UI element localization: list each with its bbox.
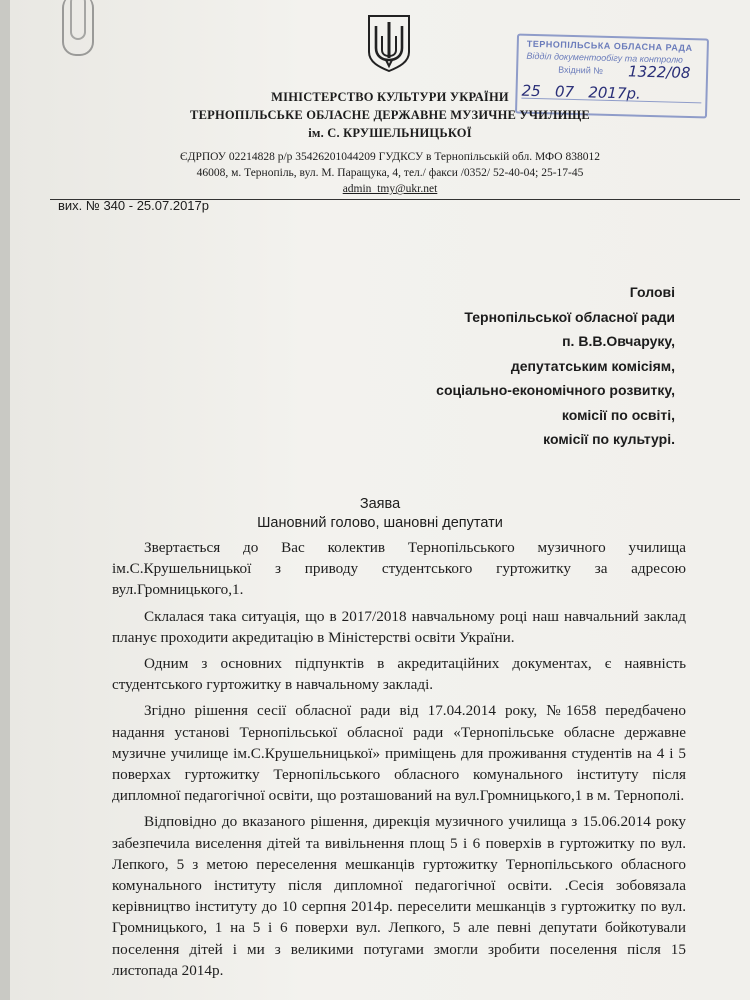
- school-name: ТЕРНОПІЛЬСЬКЕ ОБЛАСНЕ ДЕРЖАВНЕ МУЗИЧНЕ УЧИЛИЩЕ: [190, 108, 590, 122]
- addressee-line: Голові: [629, 284, 675, 300]
- requisites-line-2: 46008, м. Тернопіль, вул. М. Паращука, 4, тел./ факси /0352/ 52-40-04; 25-17-45: [196, 167, 584, 179]
- addressee-line: соціально-економічного розвитку,: [436, 382, 675, 398]
- email-line: [110, 183, 670, 195]
- letter-body: [112, 537, 686, 986]
- addressee-block: [436, 280, 675, 452]
- addressee-line: комісії по освіті,: [561, 406, 675, 423]
- addressee-line: депутатським комісіям,: [510, 357, 675, 374]
- stamp-number: 1322/08: [627, 62, 691, 83]
- requisites-line-1: ЄДРПОУ 02214828 р/р 35426201044209 ГУДКСУ в Тернопільській обл. МФО 838012: [180, 151, 600, 163]
- addressee-line: Тернопільської обласної ради: [464, 308, 675, 325]
- paper-clip-inner: [70, 0, 86, 40]
- body-paragraph: Звертається до Вас колектив Тернопільського музичного училища ім.С.Крушельницької з приводу студентського гуртожитку за адресою вул.Громницького,1.: [112, 539, 686, 599]
- stamp-label: Вхідний №: [558, 64, 604, 76]
- stamp-date: 25 07 2017р.: [521, 81, 642, 103]
- ministry-name: МІНІСТЕРСТВО КУЛЬТУРИ УКРАЇНИ: [271, 90, 509, 104]
- outgoing-number: вих. № 340 - 25.07.2017р: [58, 198, 209, 213]
- email-link[interactable]: admin_tmy@ukr.net: [342, 183, 438, 195]
- stamp-organization: ТЕРНОПІЛЬСЬКА ОБЛАСНА РАДА: [526, 38, 693, 54]
- body-paragraph: Склалася така ситуація, що в 2017/2018 навчальному році наш навчальний заклад планує проходити акредитацію в Міністерстві освіти України.: [112, 607, 686, 646]
- salutation: Шановний голово, шановні депутати: [257, 515, 503, 531]
- document-title: Заява: [359, 496, 401, 512]
- stamp-department: Відділ документообігу та контролю: [526, 50, 684, 65]
- addressee-line: комісії по культурі.: [543, 431, 675, 447]
- document-page: [10, 0, 750, 1000]
- body-paragraph: Згідно рішення сесії обласної ради від 17.04.2014 року, №1658 передбачено надання установі Тернопільської обласної ради «Тернопільське обласне державне музичне училище ім.С.Крушельницької» приміщень для проживання студентів на 4 і 5 поверхах гуртожитку Тернопільського обласного комунального інституту після дипломної педагогічної освіти, що розташований на вул.Громницького,1 в м. Тернополі.: [112, 702, 686, 805]
- incoming-registration-stamp: [515, 34, 709, 119]
- coat-of-arms-trident-icon: [366, 14, 412, 72]
- school-honorific: ім. С. КРУШЕЛЬНИЦЬКОЇ: [308, 126, 472, 140]
- body-paragraph: Відповідно до вказаного рішення, дирекція музичного училища з 15.06.2014 року забезпечила виселення дітей та вивільнення площ 5 і 6 поверхів в гуртожитку по вул. Лепкого, 5 з метою переселення мешканців гуртожитку Тернопільського обласного комунального інституту після дипломної педагогічної освіти. .Сесія зобовязала керівництво інституту до 10 серпня 2014р. переселити мешканців з гуртожитку по вул. Громницького, 1 на 5 і 6 поверхи вул. Лепкого, 5 але певні депутати бойкотували поселення дітей і ми з великими потугами змогли зробити поселення після 15 листопада 2014р.: [112, 813, 686, 979]
- body-paragraph: Одним з основних підпунктів в акредитаційних документах, є наявність студентського гуртожитку в навчальному закладі.: [112, 655, 686, 694]
- addressee-line: п. В.В.Овчаруку,: [562, 333, 675, 349]
